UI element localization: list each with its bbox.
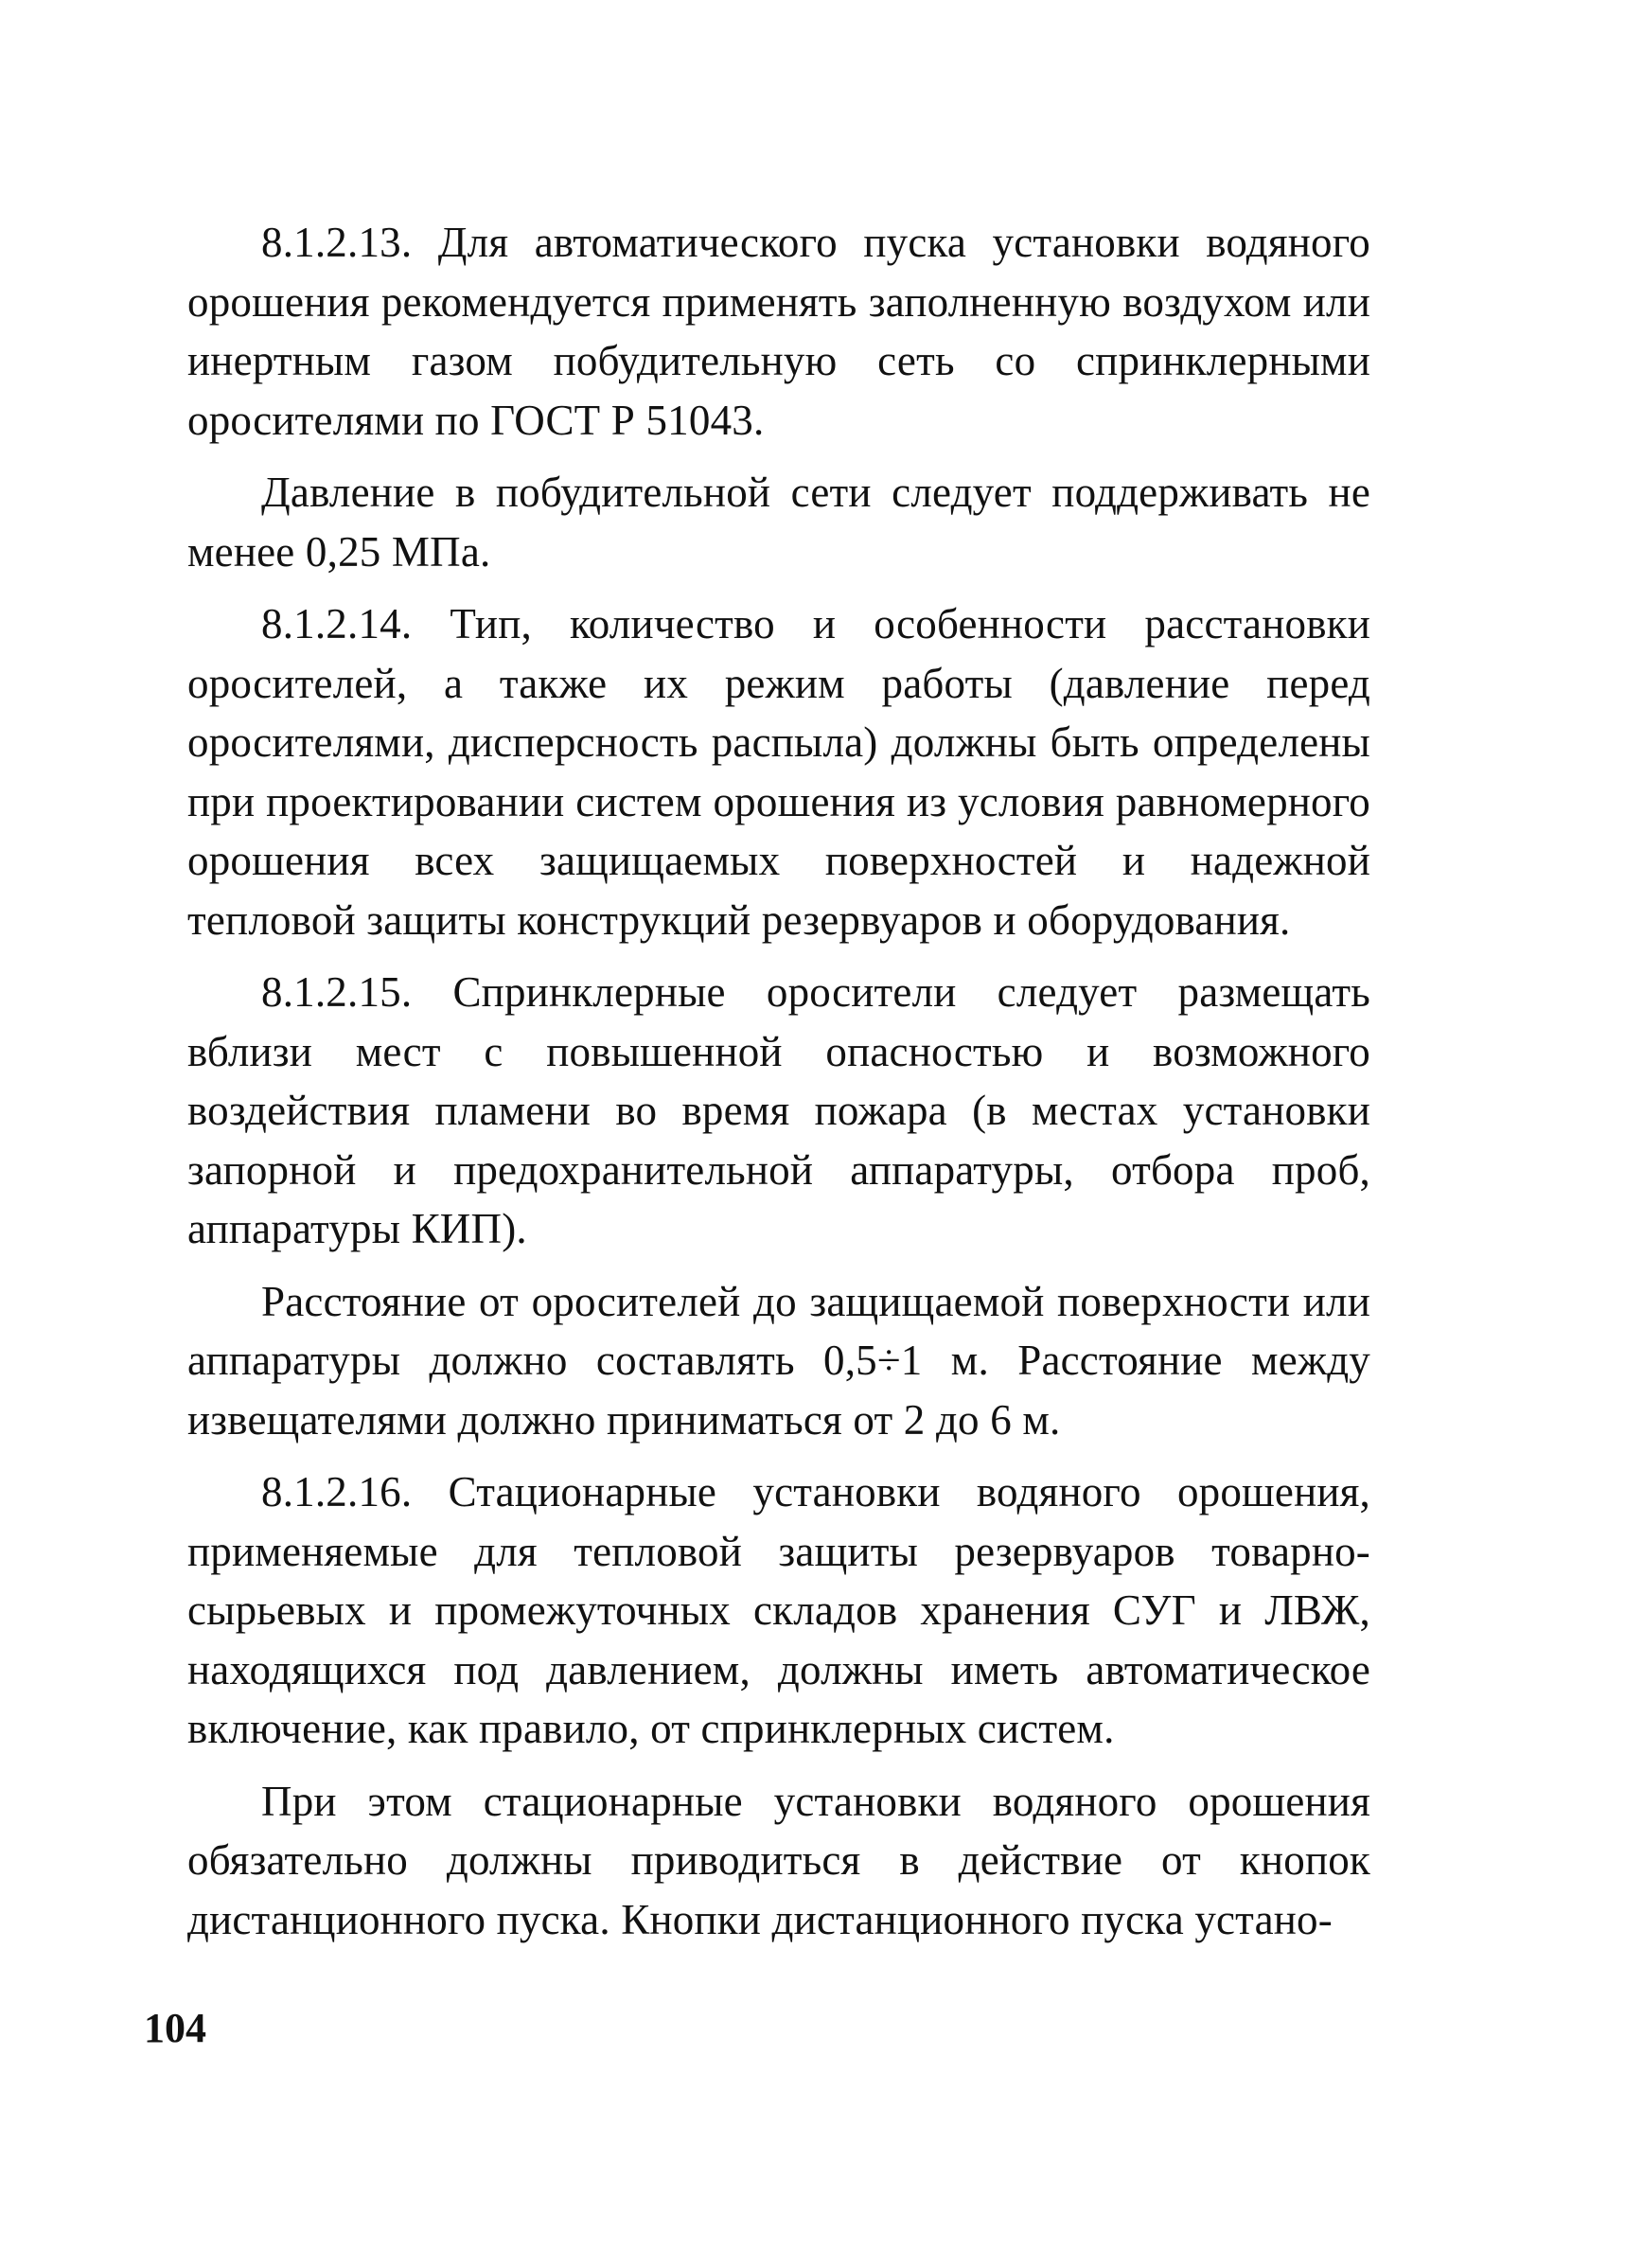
paragraph-8-1-2-15: 8.1.2.15. Спринклерные оросители следует размещать вблизи мест с повышенной опасностью и возможного воздействия пламени во время пожара (в местах установки запорной и предохранительной аппаратуры, отбора проб, аппаратуры КИП). (187, 968, 1370, 1252)
paragraph-8-1-2-13: 8.1.2.13. Для автоматического пуска установки водяного орошения рекомендуется применять заполненную воздухом или инертным газом побудительную сеть со спринклерными оросителями по ГОСТ Р 51043. (187, 219, 1370, 444)
paragraph-8-1-2-14: 8.1.2.14. Тип, количество и особенности расстановки оросителей, а также их режим работы (давление перед оросителями, дисперсность распыла) должны быть определены при проектировании систем орошения из условия равномерного орошения всех защищаемых поверхностей и надежной тепловой защиты конструкций резервуаров и оборудования. (187, 600, 1370, 944)
paragraph-8-1-2-16: 8.1.2.16. Стационарные установки водяного орошения, применяемые для тепловой защиты резервуаров товарно-сырьевых и промежуточных складов хранения СУГ и ЛВЖ, находящихся под давлением, должны иметь автоматическое включение, как правило, от спринклерных систем. (187, 1468, 1370, 1752)
page-number: 104 (144, 2005, 206, 2051)
body-text (187, 213, 1370, 1949)
paragraph-remote-start: При этом стационарные установки водяного орошения обязательно должны приводиться в действие от кнопок дистанционного пуска. Кнопки дистанционного пуска устано- (187, 1777, 1370, 1943)
paragraph-pressure: Давление в побудительной сети следует поддерживать не менее 0,25 МПа. (187, 469, 1370, 576)
paragraph-distance: Расстояние от оросителей до защищаемой поверхности или аппаратуры должно составлять 0,5÷1 м. Расстояние между извещателями должно приниматься от 2 до 6 м. (187, 1277, 1370, 1444)
